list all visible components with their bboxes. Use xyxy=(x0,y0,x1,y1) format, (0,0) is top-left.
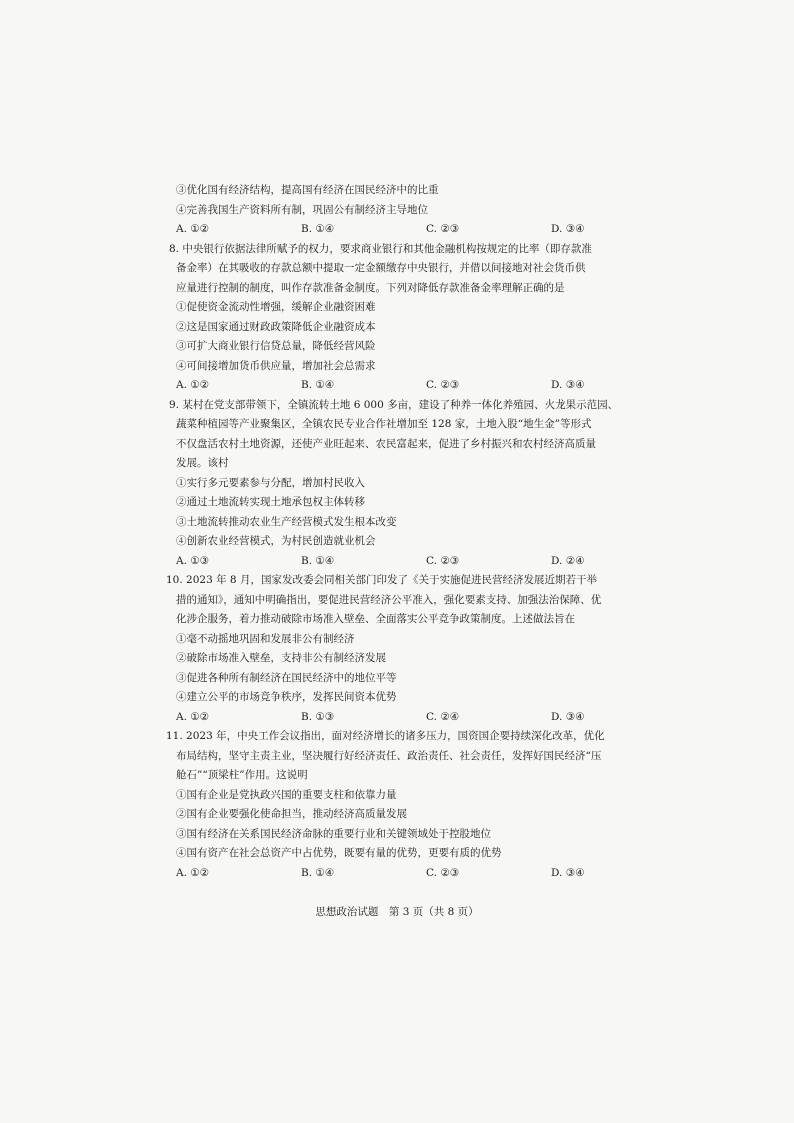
option-item: ①实行多元要素参与分配，增加村民收入 xyxy=(176,476,365,489)
question-10 xyxy=(166,571,621,727)
question-stem-line: 11. 2023 年，中央工作会议指出，面对经济增长的诸多压力，国资国企要持续深化改革，优化 xyxy=(166,730,605,742)
choice-d: D. ②④ xyxy=(551,554,585,567)
choice-c: C. ②③ xyxy=(426,866,460,879)
option-item: ④创新农业经营模式，为村民创造就业机会 xyxy=(176,535,376,547)
question-stem-line: 10. 2023 年 8 月，国家发改委会同相关部门印发了《关于实施促进民营经济发展近期若干举 xyxy=(166,574,597,586)
choice-b: B. ①④ xyxy=(301,379,335,391)
question-stem-line: 措的通知》，通知中明确指出，要促进民营经济公平准入，强化要素支持、加强法治保障、优 xyxy=(176,593,602,606)
option-item: ②通过土地流转实现土地承包权主体转移 xyxy=(176,496,365,508)
choice-a: A. ①② xyxy=(176,379,210,391)
question-stem-line: 舱石”“顶梁柱”作用。这说明 xyxy=(176,769,308,781)
option-item: ③土地流转推动农业生产经营模式发生根本改变 xyxy=(176,515,397,528)
choice-b: B. ①③ xyxy=(301,710,335,723)
choice-d: D. ③④ xyxy=(551,223,585,235)
answer-choices xyxy=(176,864,621,884)
option-item: ④建立公平的市场竞争秩序，发挥民间资本优势 xyxy=(176,691,397,703)
choice-b: B. ①④ xyxy=(301,866,335,879)
question-stem-line: 8. 中央银行依据法律所赋予的权力，要求商业银行和其他金融机构按规定的比率（即存款准 xyxy=(169,242,592,255)
option-item: ②这是国家通过财政政策降低企业融资成本 xyxy=(176,320,376,333)
choice-c: C. ②③ xyxy=(426,554,460,567)
answer-choices xyxy=(176,708,621,728)
question-stem-line: 布局结构，坚守主责主业，坚决履行好经济责任、政治责任、社会责任，发挥好国民经济“压 xyxy=(176,749,602,762)
question-stem-line: 不仅盘活农村土地资源，还使产业旺起来、农民富起来，促进了乡村振兴和农村经济高质量 xyxy=(176,437,596,450)
question-8 xyxy=(169,240,621,396)
option-item: ②破除市场准入壁垒，支持非公有制经济发展 xyxy=(176,652,386,664)
option-item: ①毫不动摇地巩固和发展非公有制经济 xyxy=(176,632,355,645)
question-stem-line: 9. 某村在党支部带领下，全镇流转土地 6 000 多亩，建设了种养一体化养殖园、火龙果示范园、 xyxy=(169,398,619,411)
choice-d: D. ③④ xyxy=(551,710,585,723)
option-item: ①国有企业是党执政兴国的重要支柱和依靠力量 xyxy=(176,788,397,801)
page-footer: 思想政治试题 第 3 页（共 8 页） xyxy=(315,906,479,918)
choice-c: C. ②③ xyxy=(426,223,460,235)
choice-d: D. ③④ xyxy=(551,866,585,879)
answer-choices xyxy=(176,552,621,572)
choice-a: A. ①② xyxy=(176,866,210,879)
question-stem-line: 蔬菜种植园等产业聚集区，全镇农民专业合作社增加至 128 家，土地入股“地生金”等形式 xyxy=(176,418,592,430)
option-item: ③优化国有经济结构，提高国有经济在国民经济中的比重 xyxy=(176,184,439,196)
option-item: ③可扩大商业银行信贷总量，降低经营风险 xyxy=(176,340,376,352)
question-9 xyxy=(169,396,621,572)
option-item: ③促进各种所有制经济在国民经济中的地位平等 xyxy=(176,671,397,684)
option-item: ①促使资金流动性增强，缓解企业融资困难 xyxy=(176,301,376,313)
choice-d: D. ③④ xyxy=(551,379,585,391)
question-11 xyxy=(166,727,621,883)
choice-c: C. ②④ xyxy=(426,710,460,723)
choice-b: B. ①④ xyxy=(301,554,335,567)
choice-a: A. ①② xyxy=(176,710,210,723)
answer-choices xyxy=(176,220,621,240)
question-stem-line: 备金率）在其吸收的存款总额中提取一定金额缴存中央银行，并借以间接地对社会货币供 xyxy=(176,262,586,274)
question-7-continuation xyxy=(176,181,621,240)
question-stem-line: 应量进行控制的制度，叫作存款准备金制度。下列对降低存款准备金率理解正确的是 xyxy=(176,281,565,294)
option-item: ③国有经济在关系国民经济命脉的重要行业和关键领域处于控股地位 xyxy=(176,827,491,840)
question-stem-line: 化涉企服务，着力推动破除市场准入壁垒、全面落实公平竞争政策制度。上述做法旨在 xyxy=(176,613,575,625)
choice-b: B. ①④ xyxy=(301,223,335,235)
page-content xyxy=(166,181,621,883)
option-item: ②国有企业要强化使命担当，推动经济高质量发展 xyxy=(176,808,407,820)
option-item: ④完善我国生产资料所有制，巩固公有制经济主导地位 xyxy=(176,203,428,216)
answer-choices xyxy=(176,376,621,396)
choice-c: C. ②③ xyxy=(426,379,460,391)
option-item: ④国有资产在社会总资产中占优势，既要有量的优势，更要有质的优势 xyxy=(176,847,502,859)
choice-a: A. ①② xyxy=(176,223,210,235)
question-stem-line: 发展。该村 xyxy=(176,457,229,469)
choice-a: A. ①③ xyxy=(176,554,210,567)
option-item: ④可间接增加货币供应量，增加社会总需求 xyxy=(176,359,376,372)
